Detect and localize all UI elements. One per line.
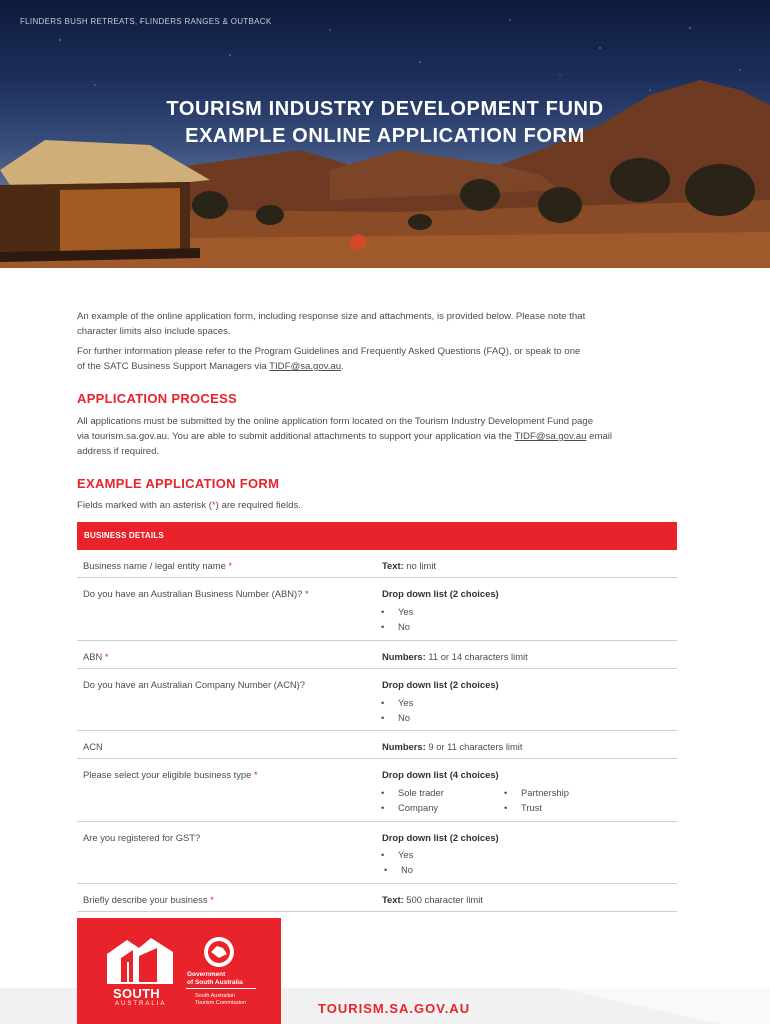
page-title-line-2: EXAMPLE ONLINE APPLICATION FORM xyxy=(185,125,585,147)
answer-type: Text: xyxy=(382,560,404,571)
intro-p2-prefix: of the SATC Business Support Managers via xyxy=(77,361,270,372)
option-item: • Yes xyxy=(398,606,413,617)
hero-caption: FLINDERS BUSH RETREATS, FLINDERS RANGES & OUTBACK xyxy=(20,17,272,26)
required-asterisk: * xyxy=(304,588,309,599)
tidf-email-link[interactable]: TIDF@sa.gov.au xyxy=(269,361,342,372)
process-line-2 xyxy=(77,429,697,444)
answer-detail: 500 character limit xyxy=(403,894,483,905)
note-prefix: Fields marked with an asterisk ( xyxy=(77,500,212,511)
answer-type: Drop down list (2 choices) xyxy=(382,588,499,599)
question-text: Are you registered for GST? xyxy=(83,832,201,843)
row-answer xyxy=(382,651,528,662)
question-text: ACN xyxy=(83,741,103,752)
answer-type: Text: xyxy=(382,894,404,905)
question-text: Do you have an Australian Business Number (ABN)? xyxy=(83,588,305,599)
process-line-3: address if required. xyxy=(77,446,160,457)
stc-text-line-2: Tourism Commission xyxy=(195,1000,247,1006)
south-australia-emblem-icon xyxy=(77,918,281,1024)
intro-p1-line-2: character limits also include spaces. xyxy=(77,326,231,337)
logo-divider xyxy=(186,988,256,989)
note-suffix: ) are required fields. xyxy=(215,500,301,511)
question-text: Briefly describe your business xyxy=(83,894,211,905)
option-item: • Partnership xyxy=(521,787,569,798)
table-row xyxy=(77,669,677,731)
row-answer xyxy=(382,894,483,905)
answer-detail: 9 or 11 characters limit xyxy=(425,741,523,752)
application-process-text xyxy=(77,414,697,459)
option-item: • No xyxy=(398,712,410,723)
row-question xyxy=(83,769,258,780)
example-form-heading: EXAMPLE APPLICATION FORM xyxy=(77,476,280,491)
table-row xyxy=(77,884,677,912)
option-item: • Yes xyxy=(398,697,413,708)
process-line-2-prefix: via tourism.sa.gov.au. You are able to submit additional attachments to support your application via the xyxy=(77,431,515,442)
option-item: • Company xyxy=(398,802,438,813)
answer-type: Drop down list (4 choices) xyxy=(382,769,499,780)
row-question xyxy=(83,588,309,599)
intro-p2-line-2 xyxy=(77,359,697,374)
answer-type: Numbers: xyxy=(382,651,426,662)
table-row xyxy=(77,641,677,669)
gov-text-line-2: of South Australia xyxy=(187,979,243,986)
table-row xyxy=(77,550,677,578)
row-question xyxy=(83,832,200,843)
answer-type: Numbers: xyxy=(382,741,426,752)
logo-south-text: SOUTH xyxy=(113,986,160,1001)
logo-australia-text: AUSTRALIA xyxy=(115,1001,167,1007)
table-row xyxy=(77,759,677,822)
row-answer xyxy=(382,769,499,780)
answer-type: Drop down list (2 choices) xyxy=(382,679,499,690)
intro-p1-line-1: An example of the online application form, including response size and attachments, is provided below. Please note that xyxy=(77,311,586,322)
required-asterisk: * xyxy=(253,769,258,780)
question-text: Do you have an Australian Company Number (ACN)? xyxy=(83,679,305,690)
answer-detail: no limit xyxy=(403,560,437,571)
row-question xyxy=(83,560,232,571)
tidf-email-link-2[interactable]: TIDF@sa.gov.au xyxy=(514,431,587,442)
asterisk-marker: * xyxy=(211,500,216,511)
row-answer xyxy=(382,560,436,571)
row-question xyxy=(83,741,103,752)
intro-paragraph-1 xyxy=(77,309,697,339)
process-line-1: All applications must be submitted by the online application form located on the Tourism Industry Development Fund page xyxy=(77,416,594,427)
question-text: ABN xyxy=(83,651,105,662)
intro-paragraph-2 xyxy=(77,344,697,374)
option-item: • Sole trader xyxy=(398,787,444,798)
question-text: Please select your eligible business type xyxy=(83,769,254,780)
answer-detail: 11 or 14 characters limit xyxy=(425,651,528,662)
application-process-heading: APPLICATION PROCESS xyxy=(77,391,238,406)
required-fields-note xyxy=(77,498,697,513)
required-asterisk: * xyxy=(104,651,109,662)
required-asterisk: * xyxy=(228,560,233,571)
page-title-line-1: TOURISM INDUSTRY DEVELOPMENT FUND xyxy=(166,98,604,120)
gov-text-line-1: Government xyxy=(187,971,226,978)
required-asterisk: * xyxy=(210,894,214,905)
question-text: Business name / legal entity name xyxy=(83,560,229,571)
option-item: • Yes xyxy=(398,849,413,860)
row-answer xyxy=(382,679,499,690)
stc-text-line-1: South Australian xyxy=(195,993,236,999)
business-details-header: BUSINESS DETAILS xyxy=(77,522,677,550)
table-row xyxy=(77,731,677,759)
option-item: • Trust xyxy=(521,802,542,813)
intro-p2-line-1: For further information please refer to the Program Guidelines and Frequently Asked Questions (FAQ), or speak to one xyxy=(77,346,581,357)
hero-banner xyxy=(0,0,770,268)
process-line-2-suffix: email xyxy=(586,431,613,442)
table-row xyxy=(77,578,677,641)
row-answer xyxy=(382,832,499,843)
option-item: • No xyxy=(398,621,410,632)
row-question xyxy=(83,651,109,662)
table-row xyxy=(77,822,677,884)
row-answer xyxy=(382,741,523,752)
footer-website-link[interactable]: TOURISM.SA.GOV.AU xyxy=(318,1001,471,1016)
row-answer xyxy=(382,588,499,599)
answer-type: Drop down list (2 choices) xyxy=(382,832,499,843)
option-item: • No xyxy=(401,864,413,875)
intro-p2-suffix: . xyxy=(341,361,344,372)
row-question xyxy=(83,679,305,690)
row-question xyxy=(83,894,214,905)
south-australia-logo xyxy=(77,918,281,1024)
